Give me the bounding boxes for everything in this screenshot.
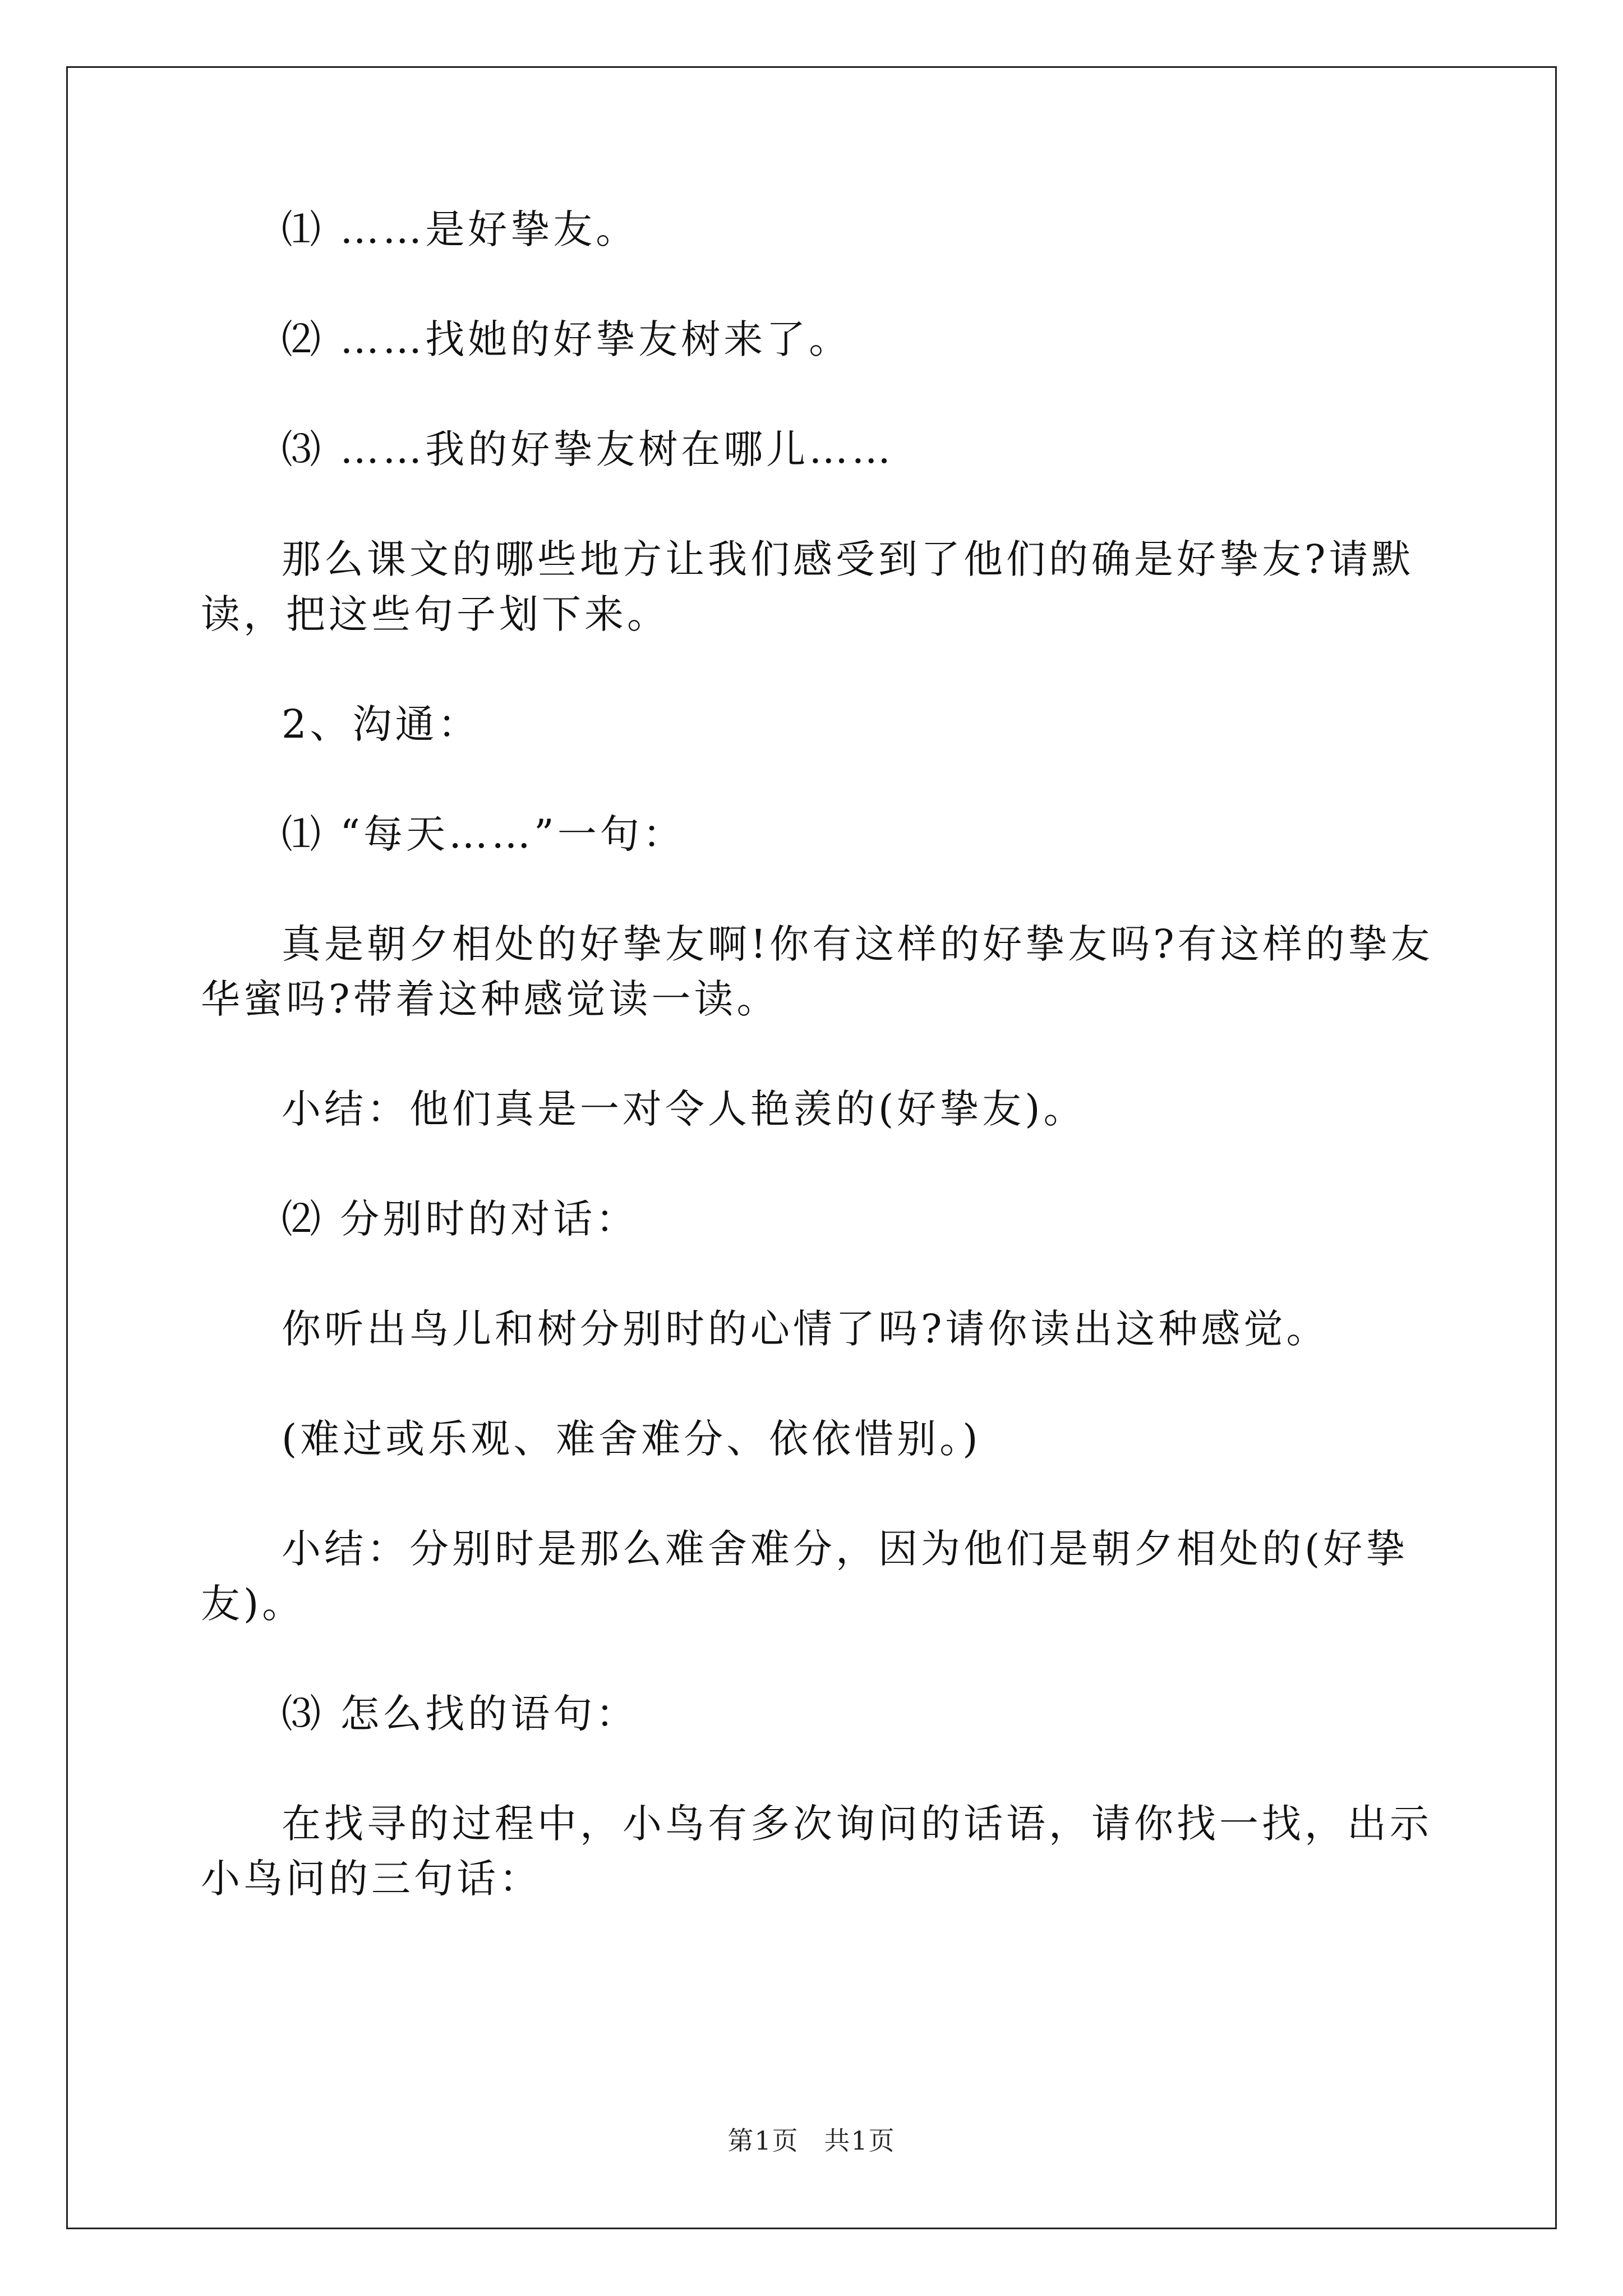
paragraph-3: ⑶ ……我的好挚友树在哪儿…… bbox=[282, 426, 895, 472]
paragraph-5: 2、沟通： bbox=[282, 701, 481, 747]
paragraph-2: ⑵ ……找她的好挚友树来了。 bbox=[282, 316, 852, 362]
page-number: 第1页 bbox=[727, 2125, 799, 2156]
paragraph-13: ⑶ 怎么找的语句： bbox=[282, 1691, 639, 1737]
paragraph-12: 小结：分别时是那么难舍难分，因为他们是朝夕相处的(好挚友)。 bbox=[201, 1526, 1409, 1627]
paragraph-8: 小结：他们真是一对令人艳羡的(好挚友)。 bbox=[282, 1086, 1086, 1132]
paragraph-10: 你听出鸟儿和树分别时的心情了吗?请你读出这种感觉。 bbox=[282, 1306, 1329, 1352]
paragraph-1: ⑴ ……是好挚友。 bbox=[282, 206, 639, 252]
page-footer bbox=[0, 2120, 1623, 2157]
paragraph-6: ⑴ “每天……”一句： bbox=[282, 811, 685, 857]
paragraph-11: (难过或乐观、难舍难分、依依惜别。) bbox=[282, 1416, 981, 1462]
document-body bbox=[201, 202, 1435, 1961]
paragraph-4: 那么课文的哪些地方让我们感受到了他们的确是好挚友?请默读，把这些句子划下来。 bbox=[201, 536, 1414, 637]
paragraph-7: 真是朝夕相处的好挚友啊!你有这样的好挚友吗?有这样的挚友华蜜吗?带着这种感觉读一读。 bbox=[201, 921, 1433, 1022]
page-total: 共1页 bbox=[824, 2125, 896, 2156]
paragraph-14: 在找寻的过程中，小鸟有多次询问的话语，请你找一找，出示小鸟问的三句话： bbox=[201, 1801, 1432, 1902]
paragraph-9: ⑵ 分别时的对话： bbox=[282, 1196, 639, 1242]
